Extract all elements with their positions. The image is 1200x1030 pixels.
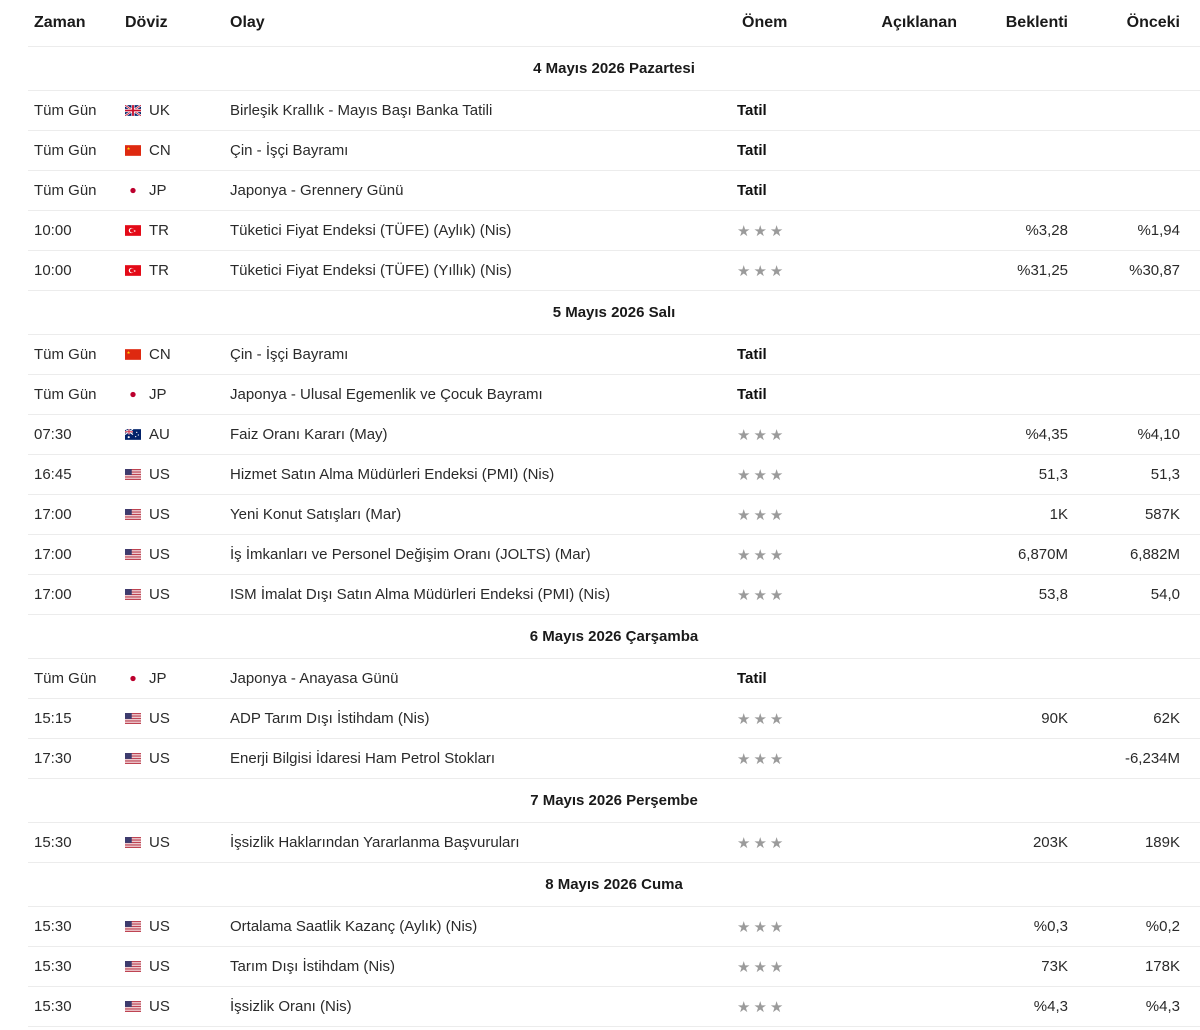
event-previous: 62K [1153,710,1180,727]
event-name[interactable]: Tüketici Fiyat Endeksi (TÜFE) (Yıllık) (Nis) [230,262,512,279]
currency-code: UK [149,102,170,119]
col-header-currency[interactable]: Döviz [125,14,168,31]
event-importance [737,918,844,936]
event-row[interactable] [28,739,1200,779]
flag-us-icon [125,753,141,764]
event-time: 17:30 [34,750,72,767]
calendar-header [28,0,1200,47]
event-previous: 51,3 [1150,466,1180,483]
event-row[interactable] [28,211,1200,251]
event-importance [737,102,844,119]
event-previous: 189K [1144,834,1180,851]
event-name[interactable]: Tüketici Fiyat Endeksi (TÜFE) (Aylık) (Nis) [230,222,512,239]
day-header: 6 Mayıs 2026 Çarşamba [28,615,1200,659]
event-name[interactable]: Tarım Dışı İstihdam (Nis) [230,958,396,975]
event-time: Tüm Gün [34,102,97,119]
event-currency [125,918,230,935]
flag-us-icon [125,589,141,600]
event-name[interactable]: Japonya - Grennery Günü [230,182,404,199]
event-previous: -6,234M [1124,750,1180,767]
event-previous: %0,2 [1145,918,1180,935]
event-importance [737,998,844,1016]
day-header: 4 Mayıs 2026 Pazartesi [28,47,1200,91]
event-forecast: %4,35 [1025,426,1068,443]
event-time: 16:45 [34,466,72,483]
event-row[interactable] [28,699,1200,739]
event-forecast: 1K [1049,506,1068,523]
event-forecast: 73K [1041,958,1068,975]
event-importance [737,426,844,444]
event-currency [125,750,230,767]
event-name[interactable]: Ortalama Saatlik Kazanç (Aylık) (Nis) [230,918,478,935]
star-icon: ★ [737,506,751,524]
event-name[interactable]: Enerji Bilgisi İdaresi Ham Petrol Stokları [230,750,496,767]
event-time: Tüm Gün [34,346,97,363]
event-row[interactable] [28,455,1200,495]
flag-us-icon [125,549,141,560]
event-name[interactable]: İş İmkanları ve Personel Değişim Oranı (JOLTS) (Mar) [230,546,591,563]
holiday-label: Tatil [737,182,767,199]
event-time: 17:00 [34,506,72,523]
event-importance [737,834,844,852]
currency-code: US [149,466,170,483]
event-importance [737,182,844,199]
star-icon: ★ [753,426,767,444]
event-row[interactable] [28,335,1200,375]
star-icon: ★ [769,710,784,728]
event-row[interactable] [28,823,1200,863]
event-previous: %4,10 [1137,426,1180,443]
event-time: Tüm Gün [34,386,97,403]
holiday-label: Tatil [737,142,767,159]
star-icon: ★ [737,918,751,936]
event-currency [125,142,230,159]
event-time: 15:30 [34,998,72,1015]
star-icon: ★ [737,262,751,280]
event-row[interactable] [28,659,1200,699]
star-icon: ★ [753,546,767,564]
day-header: 8 Mayıs 2026 Cuma [28,863,1200,907]
event-name[interactable]: Çin - İşçi Bayramı [230,346,349,363]
event-name[interactable]: Yeni Konut Satışları (Mar) [230,506,402,523]
col-header-time[interactable]: Zaman [34,14,86,31]
flag-tr-icon [125,265,141,276]
star-icon: ★ [753,958,767,976]
event-currency [125,182,230,199]
star-icon: ★ [737,710,751,728]
flag-us-icon [125,961,141,972]
currency-code: JP [149,182,167,199]
flag-us-icon [125,509,141,520]
flag-jp-icon [125,185,141,196]
star-icon: ★ [753,918,767,936]
star-icon: ★ [737,586,751,604]
star-icon: ★ [753,506,767,524]
svg-text:★: ★ [126,145,131,151]
star-icon: ★ [753,262,767,280]
star-icon: ★ [769,998,784,1016]
star-icon: ★ [769,262,784,280]
star-icon: ★ [753,466,767,484]
event-currency [125,958,230,975]
holiday-label: Tatil [737,346,767,363]
event-row[interactable] [28,907,1200,947]
economic-calendar [28,0,1200,1027]
event-time: 17:00 [34,546,72,563]
star-icon: ★ [753,750,767,768]
event-row[interactable] [28,171,1200,211]
event-name[interactable]: Japonya - Ulusal Egemenlik ve Çocuk Bayramı [230,386,543,403]
event-row[interactable] [28,947,1200,987]
event-currency [125,346,230,363]
event-name[interactable]: İşsizlik Oranı (Nis) [230,998,352,1015]
flag-cn-icon [125,349,141,360]
event-row[interactable] [28,415,1200,455]
currency-code: JP [149,386,167,403]
event-importance [737,142,844,159]
event-currency [125,834,230,851]
event-time: 10:00 [34,262,72,279]
currency-code: CN [149,346,171,363]
event-name[interactable]: Hizmet Satın Alma Müdürleri Endeksi (PMI) (Nis) [230,466,555,483]
star-icon: ★ [769,546,784,564]
event-row[interactable] [28,495,1200,535]
event-previous: 6,882M [1129,546,1180,563]
star-icon: ★ [769,586,784,604]
currency-code: US [149,546,170,563]
event-importance [737,466,844,484]
event-forecast: %3,28 [1025,222,1068,239]
currency-code: TR [149,222,169,239]
flag-us-icon [125,1001,141,1012]
event-currency [125,262,230,279]
event-time: 10:00 [34,222,72,239]
col-header-actual[interactable]: Açıklanan [881,14,957,31]
event-name[interactable]: Çin - İşçi Bayramı [230,142,349,159]
event-row[interactable] [28,375,1200,415]
star-icon: ★ [769,834,784,852]
star-icon: ★ [769,958,784,976]
event-currency [125,102,230,119]
star-icon: ★ [769,506,784,524]
star-icon: ★ [769,222,784,240]
event-currency [125,222,230,239]
event-time: 15:30 [34,958,72,975]
star-icon: ★ [769,750,784,768]
event-currency [125,998,230,1015]
holiday-label: Tatil [737,386,767,403]
day-header: 7 Mayıs 2026 Perşembe [28,779,1200,823]
event-importance [737,546,844,564]
star-icon: ★ [737,958,751,976]
currency-code: US [149,958,170,975]
event-name[interactable]: ISM İmalat Dışı Satın Alma Müdürleri Endeksi (PMI) (Nis) [230,586,611,603]
flag-us-icon [125,921,141,932]
event-previous: 178K [1144,958,1180,975]
col-header-previous[interactable]: Önceki [1126,14,1180,31]
event-currency [125,466,230,483]
holiday-label: Tatil [737,670,767,687]
star-icon: ★ [769,466,784,484]
event-name[interactable]: Japonya - Anayasa Günü [230,670,399,687]
event-previous: 54,0 [1150,586,1180,603]
flag-us-icon [125,469,141,480]
star-icon: ★ [769,426,784,444]
svg-text:★: ★ [126,349,131,355]
flag-cn-icon [125,145,141,156]
currency-code: US [149,750,170,767]
event-time: Tüm Gün [34,142,97,159]
event-previous: %1,94 [1137,222,1180,239]
event-importance [737,506,844,524]
event-currency [125,506,230,523]
star-icon: ★ [753,222,767,240]
col-header-event[interactable]: Olay [230,14,265,31]
event-importance [737,262,844,280]
holiday-label: Tatil [737,102,767,119]
event-currency [125,426,230,443]
event-currency [125,586,230,603]
event-name[interactable]: Faiz Oranı Kararı (May) [230,426,388,443]
event-time: Tüm Gün [34,670,97,687]
flag-tr-icon [125,225,141,236]
currency-code: US [149,834,170,851]
event-previous: 587K [1144,506,1180,523]
event-forecast: %0,3 [1033,918,1068,935]
event-importance [737,710,844,728]
event-importance [737,346,844,363]
event-row[interactable] [28,131,1200,171]
flag-uk-icon [125,105,141,116]
currency-code: US [149,998,170,1015]
event-name[interactable]: Birleşik Krallık - Mayıs Başı Banka Tatili [230,102,493,119]
star-icon: ★ [753,834,767,852]
currency-code: US [149,710,170,727]
currency-code: JP [149,670,167,687]
event-row[interactable] [28,575,1200,615]
event-currency [125,710,230,727]
star-icon: ★ [753,998,767,1016]
event-forecast: 51,3 [1038,466,1068,483]
event-previous: %4,3 [1145,998,1180,1015]
star-icon: ★ [737,998,751,1016]
event-name[interactable]: ADP Tarım Dışı İstihdam (Nis) [230,710,430,727]
currency-code: US [149,918,170,935]
svg-text:★: ★ [133,268,137,273]
event-currency [125,546,230,563]
flag-jp-icon [125,389,141,400]
event-time: Tüm Gün [34,182,97,199]
event-forecast: 53,8 [1038,586,1068,603]
event-importance [737,386,844,403]
star-icon: ★ [753,710,767,728]
currency-code: AU [149,426,170,443]
col-header-forecast[interactable]: Beklenti [1005,14,1068,31]
event-row[interactable] [28,251,1200,291]
col-header-importance[interactable]: Önem [742,14,788,31]
event-importance [737,586,844,604]
star-icon: ★ [737,222,751,240]
star-icon: ★ [753,586,767,604]
event-row[interactable] [28,91,1200,131]
event-time: 15:15 [34,710,72,727]
flag-us-icon [125,837,141,848]
event-previous: %30,87 [1129,262,1180,279]
flag-jp-icon [125,673,141,684]
currency-code: US [149,506,170,523]
event-forecast: 90K [1041,710,1068,727]
event-forecast: %31,25 [1017,262,1068,279]
event-time: 15:30 [34,918,72,935]
event-forecast: 203K [1032,834,1068,851]
event-forecast: %4,3 [1033,998,1068,1015]
event-row[interactable] [28,987,1200,1027]
event-name[interactable]: İşsizlik Haklarından Yararlanma Başvuruları [230,834,520,851]
event-time: 17:00 [34,586,72,603]
star-icon: ★ [737,546,751,564]
event-importance [737,958,844,976]
star-icon: ★ [737,426,751,444]
currency-code: TR [149,262,169,279]
event-importance [737,750,844,768]
currency-code: US [149,586,170,603]
event-forecast: 6,870M [1017,546,1068,563]
svg-text:★: ★ [133,228,137,233]
star-icon: ★ [769,918,784,936]
event-currency [125,670,230,687]
flag-us-icon [125,713,141,724]
event-time: 15:30 [34,834,72,851]
star-icon: ★ [737,750,751,768]
event-time: 07:30 [34,426,72,443]
calendar-body [28,47,1200,1027]
star-icon: ★ [737,466,751,484]
star-icon: ★ [737,834,751,852]
event-row[interactable] [28,535,1200,575]
event-currency [125,386,230,403]
flag-au-icon [125,429,141,440]
currency-code: CN [149,142,171,159]
day-header: 5 Mayıs 2026 Salı [28,291,1200,335]
event-importance [737,670,844,687]
event-importance [737,222,844,240]
